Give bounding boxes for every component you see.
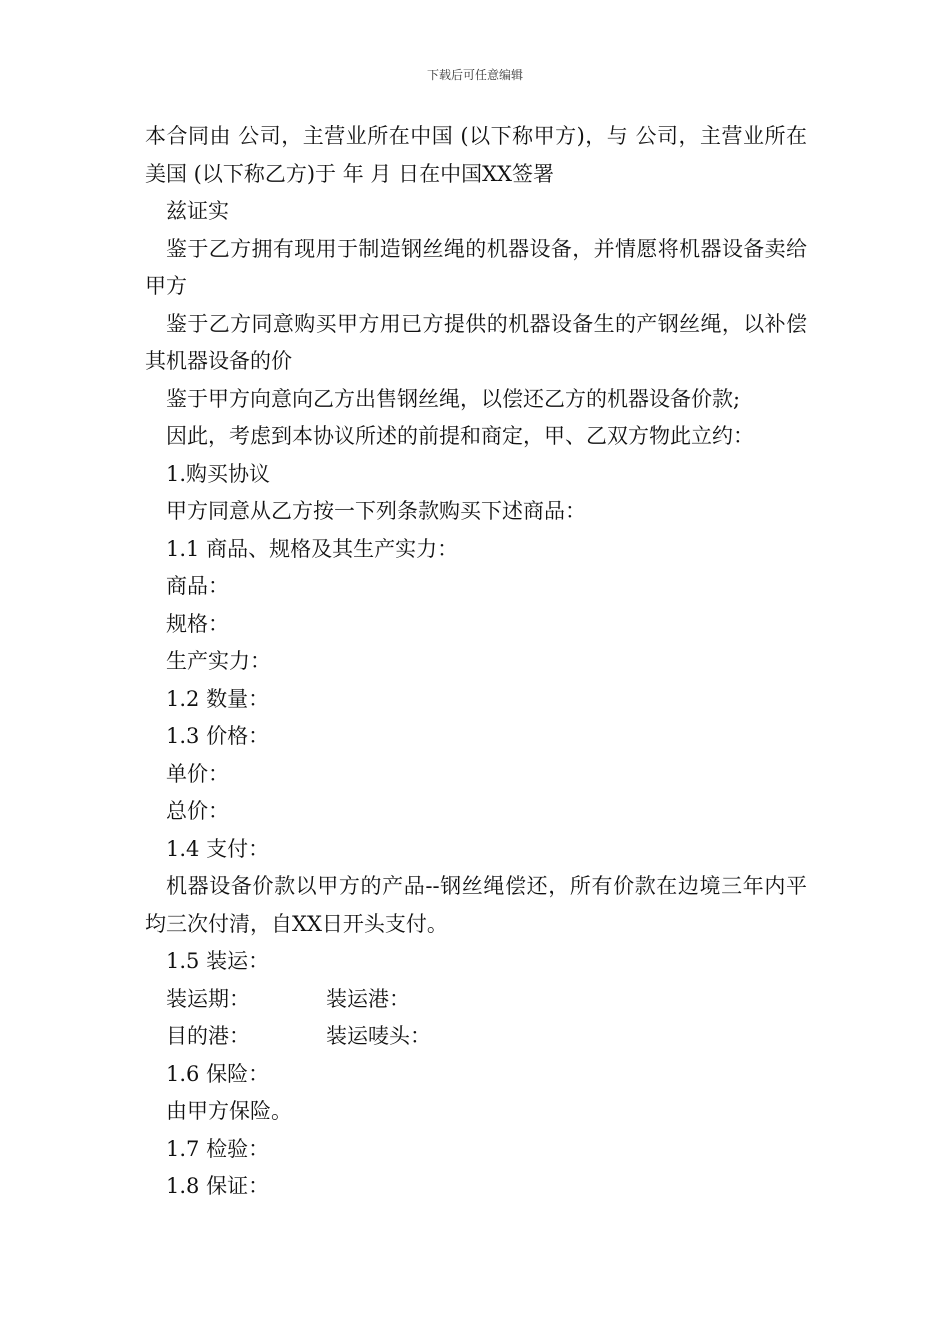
clause-1-8: 1.8 保证：	[166, 1174, 270, 1198]
field-commodity: 商品：	[166, 574, 229, 598]
paragraph-whereas-3: 鉴于甲方向意向乙方出售钢丝绳，以偿还乙方的机器设备价款;	[166, 386, 741, 411]
paragraph-whereas-1: 鉴于乙方拥有现用于制造钢丝绳的机器设备，并情愿将机器设备卖给甲方	[145, 236, 807, 298]
header-note: 下载后可任意编辑	[426, 68, 523, 82]
shipping-row	[145, 1018, 807, 1056]
clause-1-4: 1.4 支付：	[166, 836, 270, 861]
field-specification: 规格：	[166, 611, 229, 636]
clause-1-5: 1.5 装运：	[166, 949, 270, 973]
contract-body	[145, 118, 807, 1206]
paragraph-preamble: 本合同由 公司，主营业所在中国 (以下称甲方)，与 公司，主营业所在美国 (以下称乙方)于 年 月 日在中国XX签署	[145, 124, 807, 186]
clause-1-6: 1.6 保险：	[166, 1061, 270, 1086]
paragraph-insurance: 由甲方保险。	[166, 1099, 292, 1123]
paragraph-therefore: 因此，考虑到本协议所述的前提和商定，甲、乙双方物此立约：	[166, 424, 754, 448]
field-capacity: 生产实力：	[166, 649, 271, 673]
field-shipping-mark: 装运唛头：	[326, 1024, 431, 1048]
clause-1-7: 1.7 检验：	[166, 1136, 270, 1161]
paragraph-witness: 兹证实	[166, 199, 229, 223]
section-heading-purchase: 1.购买协议	[166, 461, 271, 486]
clause-1-1: 1.1 商品、规格及其生产实力：	[166, 536, 459, 561]
field-shipment-period: 装运期：	[166, 986, 250, 1011]
paragraph-whereas-2: 鉴于乙方同意购买甲方用已方提供的机器设备生的产钢丝绳，以补偿其机器设备的价	[145, 311, 807, 373]
clause-1-2: 1.2 数量：	[166, 686, 270, 711]
field-destination-port: 目的港：	[166, 1024, 250, 1048]
field-unit-price: 单价：	[166, 761, 229, 786]
paragraph-payment-terms: 机器设备价款以甲方的产品--钢丝绳偿还，所有价款在边境三年内平均三次付清，自XX日开头支付。	[145, 874, 807, 936]
clause-1-3: 1.3 价格：	[166, 724, 270, 748]
field-total-price: 总价：	[166, 799, 229, 823]
field-loading-port: 装运港：	[326, 986, 410, 1011]
shipping-row	[145, 981, 807, 1019]
paragraph-purchase-intro: 甲方同意从乙方按一下列条款购买下述商品：	[166, 499, 586, 523]
